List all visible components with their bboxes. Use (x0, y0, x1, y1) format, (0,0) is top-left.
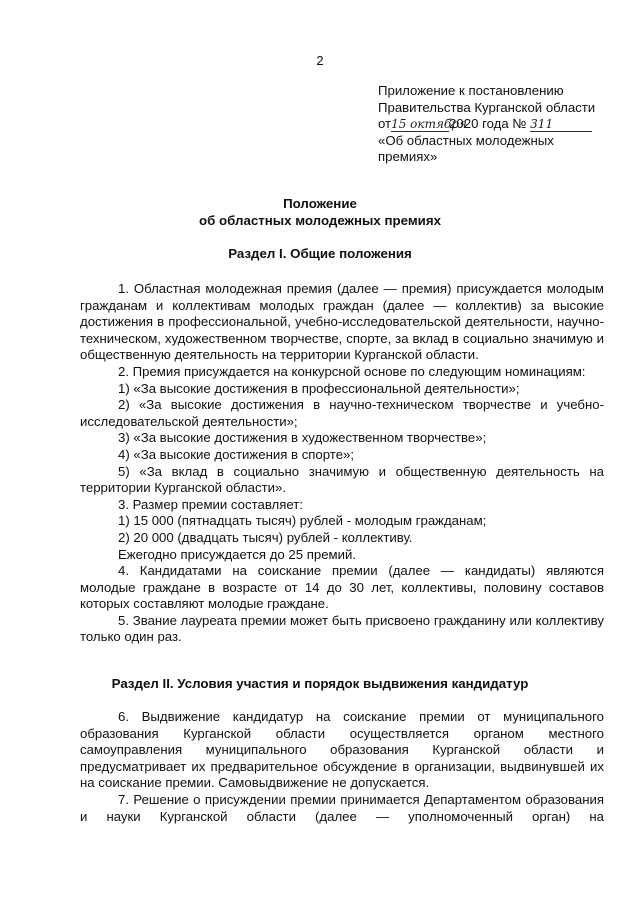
year-text: 2020 года № (449, 116, 527, 131)
appendix-line-2: Правительства Курганской области (378, 99, 596, 115)
section-2-body (80, 709, 604, 825)
appendix-date-line (378, 116, 623, 133)
date-prefix: от (378, 116, 392, 131)
paragraph-2: 2. Премия присуждается на конкурсной основе по следующим номинациям: (118, 363, 586, 379)
appendix-line-1: Приложение к постановлению (378, 83, 564, 98)
list-item-3-1: 1) 15 000 (пятнадцать тысяч) рублей - молодым гражданам; (118, 513, 487, 529)
list-item-2-5: 5) «За вклад в социально значимую и общественную деятельность на территории Курганской области». (80, 463, 604, 496)
paragraph-7: 7. Решение о присуждении премии принимается Департаментом образования и науки Курганской области (далее — уполномоченный орган) на (80, 791, 604, 824)
title-line-2: об областных молодежных премиях (198, 213, 442, 228)
section-1-heading: Раздел I. Общие положения (228, 246, 412, 261)
appendix-line-4: «Об областных молодежных (378, 132, 554, 148)
list-item-2-3: 3) «За высокие достижения в художественном творчестве»; (118, 430, 487, 446)
paragraph-5: 5. Звание лауреата премии может быть присвоено гражданину или коллективу только один раз. (80, 612, 604, 645)
paragraph-4: 4. Кандидатами на соискание премии (далее — кандидаты) являются молодые граждане в возрасте от 14 до 30 лет, коллективы, половину составов которых составляют молодые граждане. (80, 563, 604, 612)
list-item-3-2: 2) 20 000 (двадцать тысяч) рублей - коллективу. (118, 529, 413, 545)
list-item-2-2: 2) «За высокие достижения в научно-техническом творчестве и учебно-исследовательской деятельности»; (80, 397, 604, 429)
section-1-body (80, 281, 604, 646)
paragraph-6: 6. Выдвижение кандидатур на соискание премии от муниципального образования Курганской области осуществляется органом местного самоуправления муниципального образования Курганской области и предусматривает их предварительное обсуждение в организации, выдвинувшей их на соискание премии. Самовыдвижение не допускается. (80, 709, 604, 791)
title-line-1: Положение (283, 196, 357, 211)
page-number: 2 (316, 53, 324, 68)
handwritten-number: 311 (530, 118, 592, 132)
paragraph-3-note: Ежегодно присуждается до 25 премий. (118, 546, 357, 562)
section-2-heading: Раздел II. Условия участия и порядок выдвижения кандидатур (111, 676, 529, 691)
appendix-line-5: премиях» (378, 149, 438, 164)
list-item-2-1: 1) «За высокие достижения в профессиональной деятельности»; (118, 380, 520, 396)
paragraph-3: 3. Размер премии составляет: (118, 496, 303, 512)
appendix-block (378, 83, 623, 166)
document-title (0, 195, 640, 229)
list-item-2-4: 4) «За высокие достижения в спорте»; (118, 446, 355, 462)
handwritten-date: 15 октября (391, 117, 467, 131)
paragraph-1: 1. Областная молодежная премия (далее — премия) присуждается молодым гражданам и коллективам молодых граждан (далее — коллектив) за высокие достижения в профессиональной, учебно-исследовательской деятельности, научно-техническом, художественном творчестве, спорте, за вклад в социально значимую и общественную деятельность на территории Курганской области. (80, 281, 604, 363)
